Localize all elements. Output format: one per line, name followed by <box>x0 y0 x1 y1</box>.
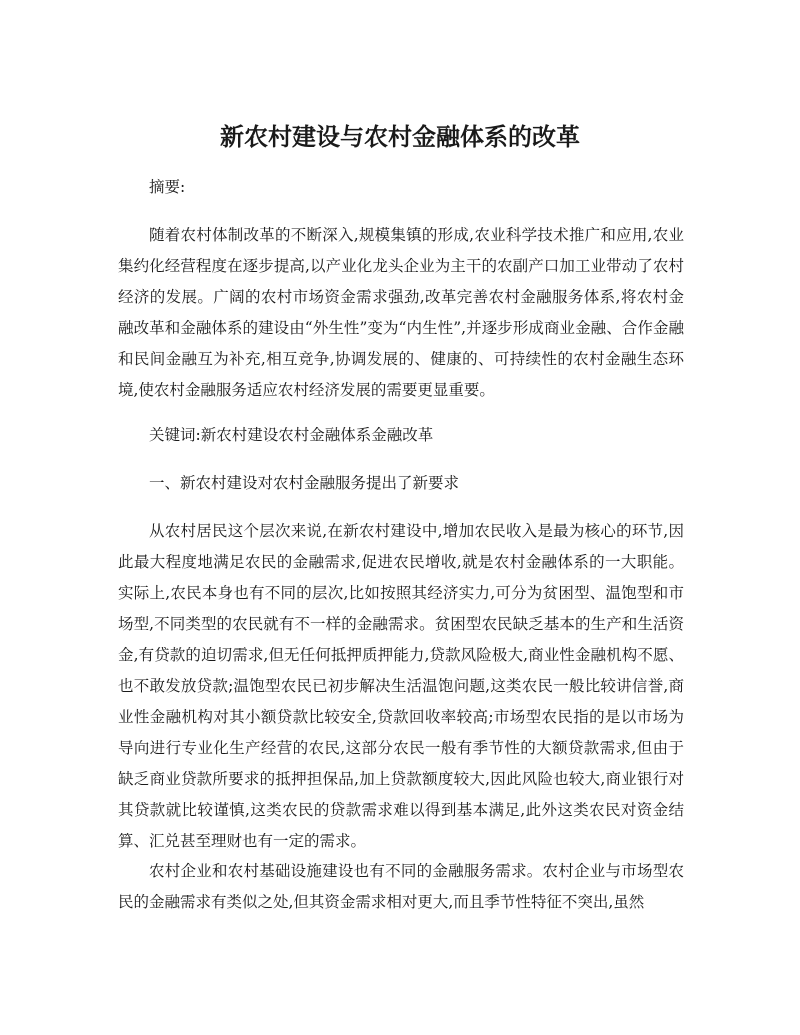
abstract-paragraph <box>118 220 684 406</box>
abstract-label-text: 摘要: <box>149 178 186 196</box>
abstract-label <box>118 172 684 203</box>
abstract-text: 随着农村体制改革的不断深入,规模集镇的形成,农业科学技术推广和应用,农业集约化经营程度在逐步提高,以产业化龙头企业为主干的农副产口加工业带动了农村经济的发展。广阔的农村市场资金需求强劲,改革完善农村金融服务体系,将农村金融改革和金融体系的建设由“外生性”变为“内生性”,并逐步形成商业金融、合作金融和民间金融互为补充,相互竞争,协调发展的、健康的、可持续性的农村金融生态环境,使农村金融服务适应农村经济发展的需要更显重要。 <box>118 226 684 399</box>
body-paragraph-1 <box>118 516 684 857</box>
section-heading-1 <box>118 468 684 499</box>
body-paragraph-2 <box>118 856 684 918</box>
body-paragraph-2-text: 农村企业和农村基础设施建设也有不同的金融服务需求。农村企业与市场型农民的金融需求有类似之处,但其资金需求相对更大,而且季节性特征不突出,虽然 <box>118 862 684 911</box>
document-title: 新农村建设与农村金融体系的改革 <box>220 123 580 151</box>
section-heading-1-text: 一、新农村建设对农村金融服务提出了新要求 <box>149 474 460 492</box>
keywords-line <box>118 420 684 451</box>
keywords-text: 关键词:新农村建设农村金融体系金融改革 <box>149 426 434 444</box>
body-paragraph-1-text: 从农村居民这个层次来说,在新农村建设中,增加农民收入是最为核心的环节,因此最大程度地满足农民的金融需求,促进农民增收,就是农村金融体系的一大职能。实际上,农民本身也有不同的层次,比如按照其经济实力,可分为贫困型、温饱型和市场型,不同类型的农民就有不一样的金融需求。贫困型农民缺乏基本的生产和生活资金,有贷款的迫切需求,但无任何抵押质押能力,贷款风险极大,商业性金融机构不愿、也不敢发放贷款;温饱型农民已初步解决生活温饱问题,这类农民一般比较讲信誉,商业性金融机构对其小额贷款比较安全,贷款回收率较高;市场型农民指的是以市场为导向进行专业化生产经营的农民,这部分农民一般有季节性的大额贷款需求,但由于缺乏商业贷款所要求的抵押担保品,加上贷款额度较大,因此风险也较大,商业银行对其贷款就比较谨慎,这类农民的贷款需求难以得到基本满足,此外这类农民对资金结算、汇兑甚至理财也有一定的需求。 <box>118 522 684 850</box>
